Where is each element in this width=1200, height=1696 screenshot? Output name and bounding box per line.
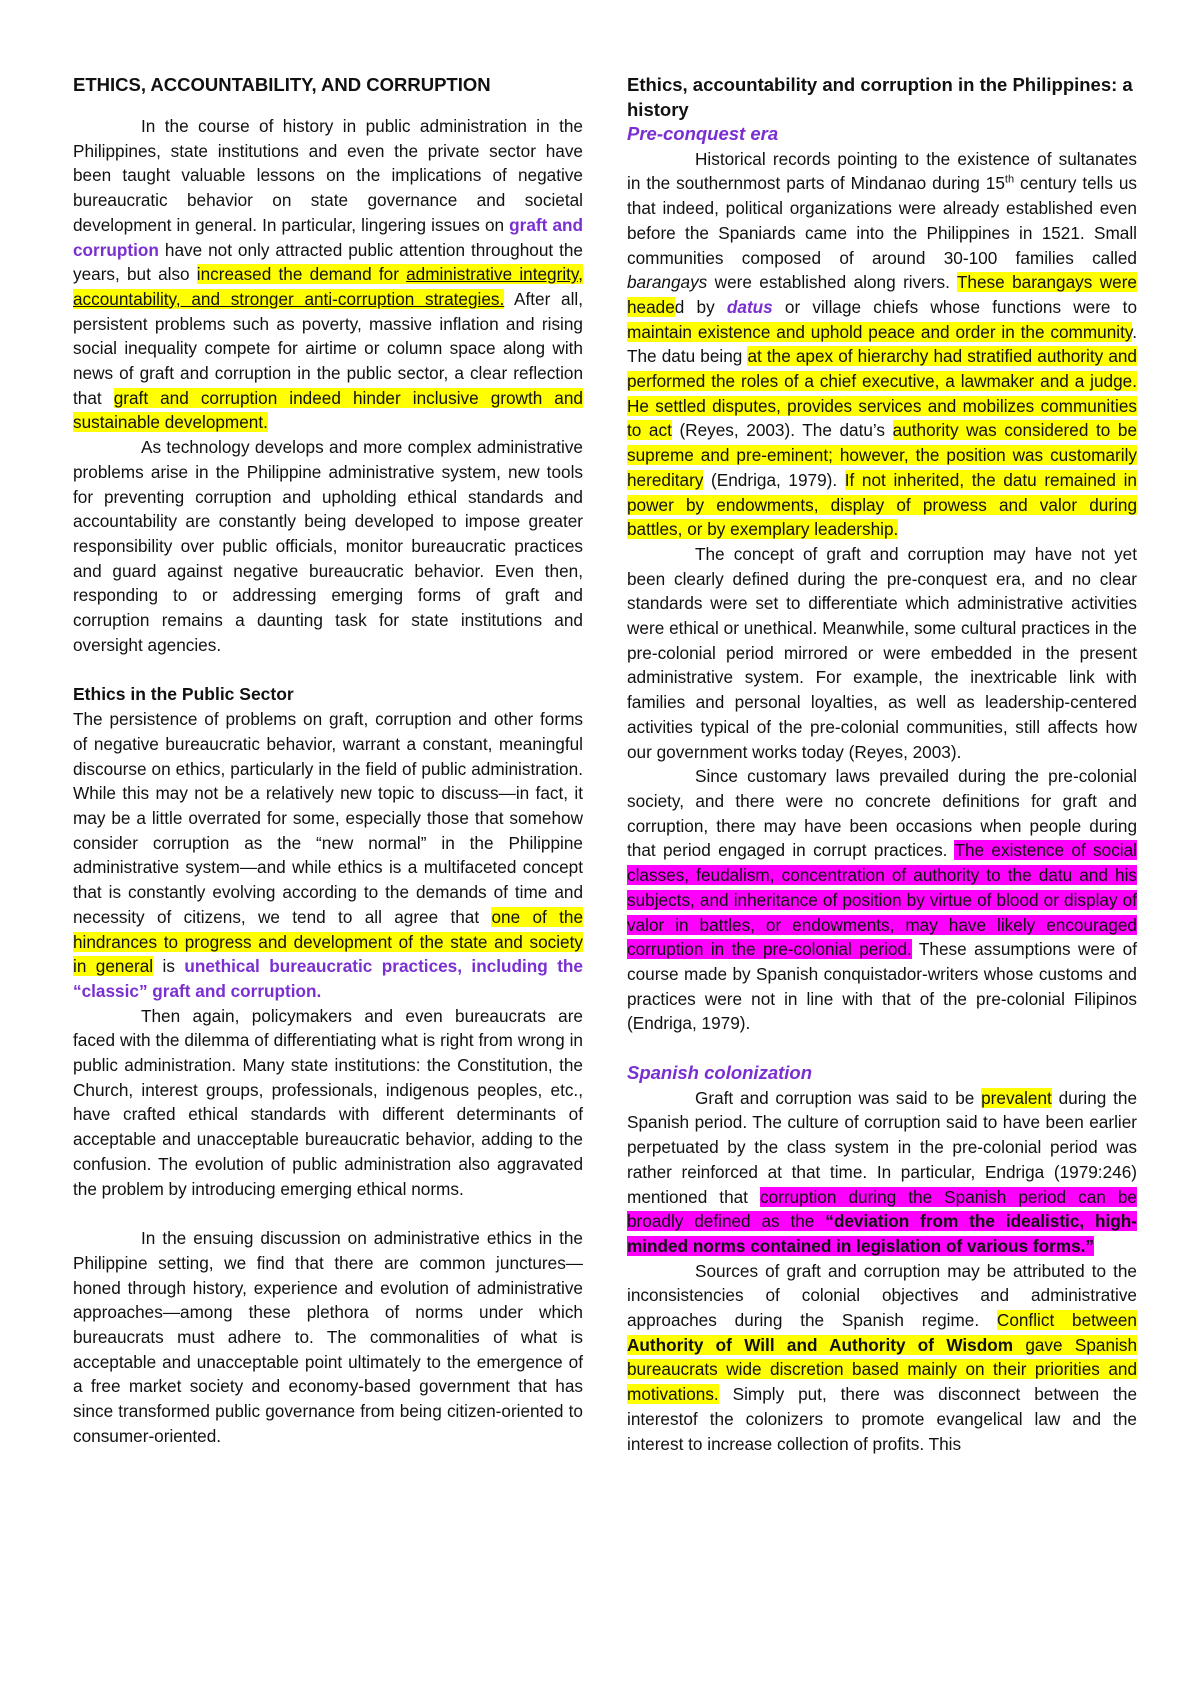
highlight-barangays: These barangays were heade [627,272,1137,317]
intro-paragraph-1: In the course of history in public administration in the Philippines, state institutions and even the private sector have been taught valuable lessons on the implications of negative bureaucratic behavior on state governance and societal development in general. In particular, lingering issues on graft and corruption have not only attracted public attention throughout the years, but also increased the demand for administrative integrity, accountability, and stronger anti-corruption strategies. After all, persistent problems such as poverty, massive inflation and rising social inequality compete for airtime or column space along with news of graft and corruption in the public sector, a clear reflection that graft and corruption indeed hinder inclusive growth and sustainable development. [73,116,584,433]
highlight-not-inherited: If not inherited, the datu remained in power by endowments, display of prowess and valor during battles, or by exemplary leadership. [627,469,1137,540]
intro-paragraph-2: As technology develops and more complex administrative problems arise in the Philippine administrative system, new tools for preventing corruption and upholding ethical standards and accountability are constantly being developed to impose greater responsibility over public officials, monitor bureaucratic practices and guard against negative bureaucratic behavior. Even then, responding to or addressing emerging forms of graft and corruption remains a daunting task for state institutions and oversight agencies. [73,437,583,655]
era-heading-spanish-colonization: Spanish colonization [627,1062,813,1084]
spanish-paragraph-1: Graft and corruption was said to be prevalent during the Spanish period. The culture of corruption said to have been earlier perpetuated by the class system in the pre-colonial period was rather reinforced at that time. In particular, Endriga (1979:246) mentioned that corruption during the Spanish period can be broadly defined as the “deviation from the idealistic, high-minded norms contained in legislation of various forms.” [627,1087,1138,1256]
unethical-practices-term: unethical bureaucratic practices, including the “classic” graft and corruption. [73,956,583,1001]
highlight-increased-demand: increased the demand for administrative integrity, accountability, and stronger anti-corruption strategies. [73,264,584,309]
highlight-apex-hierarchy: at the apex of hierarchy had stratified authority and performed the roles of a chief executive, a lawmaker and a judge. He settled disputes, provides services and mobilizes communities to act [627,346,1137,441]
section-heading-ethics-public-sector: Ethics in the Public Sector [73,684,294,705]
era-heading-pre-conquest: Pre-conquest era [627,123,779,144]
ethics-paragraph-2: Then again, policymakers and even bureaucrats are faced with the dilemma of differentiating what is right from wrong in public administration. Many state institutions: the Constitution, the Church, interest groups, professionals, indigenous peoples, etc., have crafted ethical standards with different determinants of acceptable and unacceptable bureaucratic behavior, adding to the confusion. The evolution of public administration also aggravated the problem by introducing emerging ethical norms. [73,1005,583,1199]
graft-and-corruption-term: graft and corruption [73,214,583,260]
document-title: ETHICS, ACCOUNTABILITY, AND CORRUPTION [73,74,491,95]
pre-conquest-paragraph-1: Historical records pointing to the existence of sultanates in the southernmost parts of Mindanao during 15th century tells us that indeed, political organizations were already established even before the Spaniards came into the Philippines in 1521. Small communities composed of around 30-100 families called barangays were established along rivers. These barangays were headed by datus or village chiefs whose functions were to maintain existence and uphold peace and order in the community. The datu being at the apex of hierarchy had stratified authority and performed the roles of a chief executive, a lawmaker and a judge. He settled disputes, provides services and mobilizes communities to act (Reyes, 2003). The datu’s authority was considered to be supreme and pre-eminent; however, the position was customarily hereditary (Endriga, 1979). If not inherited, the datu remained in power by endowments, display of prowess and valor during battles, or by exemplary leadership. [627,148,1138,540]
ethics-paragraph-3: In the ensuing discussion on administrative ethics in the Philippine setting, we find that there are common junctures—honed through history, experience and evolution of administrative approaches—among these plethora of norms under which bureaucrats must adhere to. The commonalities of what is acceptable and unacceptable point ultimately to the emergence of a free market society and economy-based government that has since transformed public governance from being citizen-oriented to consumer-oriented. [73,1228,583,1446]
pre-conquest-paragraph-2: The concept of graft and corruption may have not yet been clearly defined during the pre-conquest era, and no clear standards were set to differentiate which administrative activities were ethical or unethical. Meanwhile, some cultural practices in the pre-colonial period mirrored or were embedded in the present administrative system. For example, the inextricable link with families and personal loyalties, as well as leadership-centered activities typical of the pre-colonial communities, still affects how our government works today (Reyes, 2003). [627,543,1137,762]
highlight-authority-supreme: authority was considered to be supreme and pre-eminent; however, the position was customarily hereditary [627,420,1138,490]
spanish-paragraph-2: Sources of graft and corruption may be attributed to the inconsistencies of colonial objectives and administrative approaches during the Spanish regime. Conflict between Authority of Will and Authority of Wisdom gave Spanish bureaucrats wide discretion based mainly on their priorities and motivations. Simply put, there was disconnect between the interestof the colonizers to promote evangelical law and the interest to increase collection of profits. This [627,1260,1137,1454]
highlight-hinder-growth: graft and corruption indeed hinder inclusive growth and sustainable development. [73,387,583,433]
history-section-title: Ethics, accountability and corruption in the Philippines: a history [627,74,1133,120]
barangays-term: barangays [627,272,708,293]
highlight-social-classes: The existence of social classes, feudalism, concentration of authority to the datu and his subjects, and inheritance of position by virtue of blood or display of valor in battles, or endowments, may have likely encouraged corruption in the pre-colonial period. [627,840,1137,960]
highlight-maintain-peace: maintain existence and uphold peace and order in the community [627,321,1133,342]
pre-conquest-paragraph-3: Since customary laws prevailed during the pre-colonial society, and there were no concrete definitions for graft and corruption, there may have been occasions when people during that period engaged in corrupt practices. The existence of social classes, feudalism, concentration of authority to the datu and his subjects, and inheritance of position by virtue of blood or display of valor in battles, or endowments, may have likely encouraged corruption in the pre-colonial period. These assumptions were of course made by Spanish conquistador-writers whose customs and practices were not in line with that of the pre-colonial Filipinos (Endriga, 1979). [627,766,1137,1034]
highlight-prevalent: prevalent [981,1087,1052,1108]
highlight-hindrances: one of the hindrances to progress and development of the state and society in general [73,906,583,977]
highlight-corruption-definition: corruption during the Spanish period can be broadly defined as the “deviation from the idealistic, high-minded norms contained in legislation of various forms.” [627,1186,1138,1256]
left-column [73,72,583,1449]
datus-term: datus [726,296,773,317]
highlight-conflict-authority: Conflict between Authority of Will and Authority of Wisdom gave Spanish bureaucrats wide discretion based mainly on their priorities and motivations. [627,1310,1137,1405]
ethics-paragraph-1: The persistence of problems on graft, corruption and other forms of negative bureaucratic behavior, warrant a constant, meaningful discourse on ethics, particularly in the field of public administration. While this may not be a relatively new topic to discuss—in fact, it may be a little overrated for some, especially those that somehow consider corruption as the “new normal” in the Philippine administrative system—and while ethics is a multifaceted concept that is constantly evolving according to the demands of time and necessity of citizens, we tend to all agree that one of the hindrances to progress and development of the state and society in general is unethical bureaucratic practices, including the “classic” graft and corruption. [73,709,583,1001]
right-column [627,72,1137,1456]
